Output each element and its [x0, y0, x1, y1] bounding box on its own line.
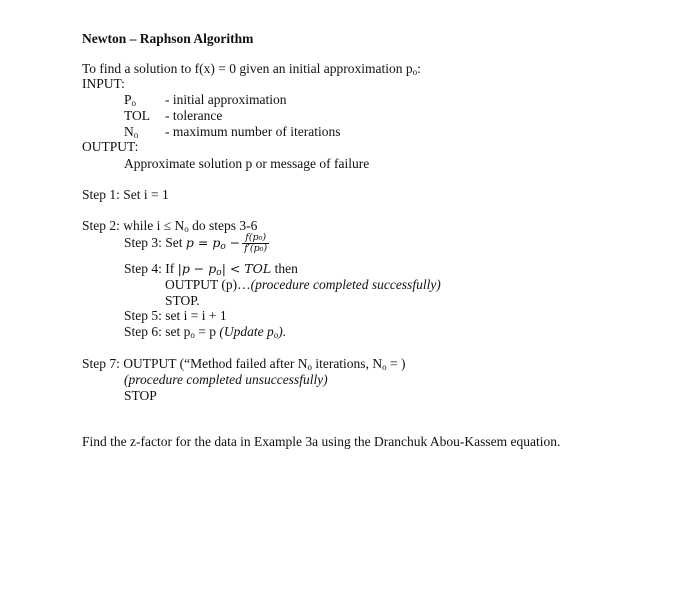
- step-4: Step 4: If $|p - p_o|$ < TOL then: [124, 261, 298, 278]
- step-1: Step 1: Set i = 1: [82, 187, 169, 202]
- step-2: Step 2: while $i \le N_o$ do steps 3-6: [82, 218, 258, 234]
- input-tol-desc: - tolerance: [165, 108, 223, 123]
- output-label: OUTPUT:: [82, 139, 139, 154]
- intro-colon: :: [417, 61, 421, 76]
- input-p0-desc: - initial approximation: [165, 92, 287, 107]
- input-n0-symbol: $N_o$: [124, 124, 139, 140]
- step-7-note: (procedure completed unsuccessfully): [124, 372, 328, 387]
- input-label: INPUT:: [82, 76, 125, 91]
- step-7-stop: STOP: [124, 388, 157, 403]
- step-4-formula: $|p - p_o|$ < TOL: [177, 261, 272, 278]
- input-tol-symbol: TOL: [124, 108, 150, 123]
- question-text: Find the z-factor for the data in Example 3a using the Dranchuk Abou-Kassem equation.: [82, 434, 561, 449]
- step-7: Step 7: OUTPUT (“Method failed after $N_o$ iterations, $N_o$ = ): [82, 356, 406, 372]
- input-n0-desc: - maximum number of iterations: [165, 124, 341, 139]
- intro-subscript: o: [412, 67, 418, 77]
- step-4-stop: STOP.: [165, 293, 200, 308]
- input-p0-symbol: $P_o$: [124, 92, 137, 108]
- step-6: Step 6: set $p_o = p$ (Update $p_o$).: [124, 324, 287, 340]
- intro-text: [82, 61, 421, 80]
- step-3-fraction: $\frac{\text{f(p₀)}}{\text{f′(p₀)}}$: [244, 232, 268, 255]
- output-desc: Approximate solution p or message of failure: [124, 156, 370, 171]
- step-5: Step 5: set i = i + 1: [124, 308, 227, 323]
- step-3: Step 3: Set $p = p_o$ − $\frac{\text{f(p₀)}}{\text{f′(p₀)}}$: [124, 232, 268, 255]
- step-3-formula: $p = p_o$ −: [185, 235, 241, 252]
- intro-main: To find a solution to f(x) = 0 given an initial approximation p: [82, 61, 413, 76]
- step-4-output: OUTPUT (p)…(procedure completed successfully): [165, 277, 441, 292]
- document-title: Newton – Raphson Algorithm: [82, 31, 254, 46]
